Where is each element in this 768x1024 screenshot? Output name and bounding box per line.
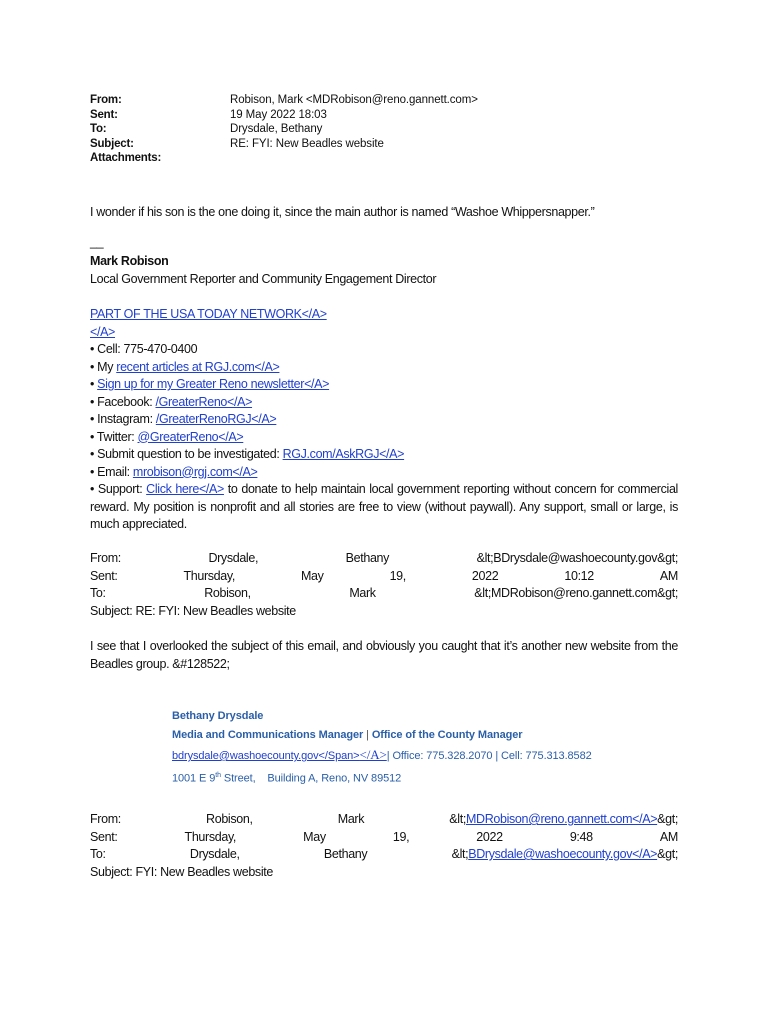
newsletter-line [90,376,678,394]
articles-prefix: • My [90,359,117,374]
m3-from-first: Mark [337,812,365,826]
signature-name: Mark Robison [90,254,169,268]
m3-to-last: Drysdale, [189,847,240,861]
m2-from-first: Bethany [345,551,390,565]
m2-sent-year: 2022 [471,568,499,583]
m2-sent-date: 19, [389,568,406,583]
header-sent-row [90,108,478,123]
email-line [90,464,678,482]
email-link[interactable]: mrobison@rgj.com</A> [132,464,258,479]
m2-sent-day: Thursday, [183,568,235,583]
sig-email-link[interactable]: bdrysdale@washoecounty.gov</Span> [172,750,360,762]
facebook-prefix: • Facebook: [90,394,156,409]
to-value: Drysdale, Bethany [230,123,323,136]
newsletter-prefix: • [90,377,98,391]
header-to-row [90,122,478,137]
attachments-label: Attachments: [90,152,162,165]
message3-header [90,811,678,881]
m3-to-post: &gt; [657,847,678,861]
message2-from-row [90,550,678,568]
m3-sent-year: 2022 [476,829,503,844]
header-from-row [90,93,478,108]
instagram-line [90,411,678,429]
sig-sep: | [363,729,372,741]
m2-sent-ampm: AM [659,568,678,583]
m3-sent-time: 9:48 [569,829,593,844]
m2-from-email: &lt;BDrysdale@washoecounty.gov&gt; [476,551,678,565]
m2-sent-month: May [300,568,324,583]
m2-sent-time: 10:12 [564,568,594,583]
sig-close-link[interactable]: </A> [359,747,387,762]
from-value: Robison, Mark <MDRobison@reno.gannett.com> [230,94,478,106]
m2-to-first: Mark [349,586,376,600]
message2-sent-row [90,568,678,586]
message3-to-row [90,846,678,864]
sig-addr-a: 1001 E 9 [172,772,216,785]
message2-text: I see that I overlooked the subject of this email, and obviously you caught that it’s another new website from the Beadles group. &#128522; [90,639,678,671]
m2-to-label: To: [90,586,106,600]
email-prefix: • Email: [90,464,133,479]
submit-line [90,446,678,464]
m3-from-email-link[interactable]: MDRobison@reno.gannett.com</A> [465,812,658,826]
message1-text: I wonder if his son is the one doing it, since the main author is named “Washoe Whippersnapper.” [90,205,595,219]
m3-from-email [449,811,678,829]
recent-articles-link[interactable]: recent articles at RGJ.com</A> [116,359,280,374]
newsletter-link[interactable]: Sign up for my Greater Reno newsletter</A> [97,377,330,391]
m3-to-first: Bethany [323,847,368,861]
sig-title-b: Office of the County Manager [371,729,523,741]
twitter-link[interactable]: @GreaterReno</A> [137,429,244,444]
sig-addr-b: Street, Building A, Reno, NV 89512 [220,772,402,785]
sig-title-line [172,726,592,745]
m3-from-post: &gt; [657,812,678,826]
usa-today-network-link[interactable]: PART OF THE USA TODAY NETWORK</A> [90,307,327,321]
m3-to-pre: &lt; [451,847,469,861]
subject-value: RE: FYI: New Beadles website [230,137,384,150]
m3-from-label: From: [90,812,121,826]
header-subject-row [90,137,478,152]
m2-subject: Subject: RE: FYI: New Beadles website [90,603,296,618]
m3-subject: Subject: FYI: New Beadles website [90,864,273,879]
m3-sent-day: Thursday, [184,829,237,844]
sig-address [172,766,592,789]
sent-label: Sent: [90,108,118,121]
twitter-line [90,429,678,447]
m3-to-email [452,846,678,864]
m3-sent-label: Sent: [90,829,118,844]
m2-from-last: Drysdale, [208,551,259,565]
signature-title: Local Government Reporter and Community Engagement Director [90,272,437,286]
articles-line [90,359,678,377]
instagram-link[interactable]: /GreaterRenoRGJ</A> [155,412,277,426]
stray-close-link[interactable]: </A> [90,324,116,339]
to-label: To: [90,123,107,136]
sig-phones: | Office: 775.328.2070 | Cell: 775.313.8582 [386,750,592,762]
sig-email-line [172,745,592,766]
m3-from-last: Robison, [206,812,253,826]
support-prefix: • Support: [90,482,147,496]
bethany-signature [172,707,592,789]
facebook-link[interactable]: /GreaterReno</A> [155,394,253,409]
m3-sent-month: May [303,829,326,844]
m3-sent-date: 19, [392,829,410,844]
m3-sent-ampm: AM [659,829,678,844]
support-text: to donate to help maintain local government reporting without concern for commercial reward. My position is nonprofit and all stories are free to view (without paywall). Any support, small or large, is much appreciated. [90,482,678,531]
message2-to-row [90,585,678,603]
sent-value: 19 May 2022 18:03 [230,108,327,121]
signature-links [90,306,678,534]
message3-sent-row [90,829,678,847]
message3-from-row [90,811,678,829]
m2-to-last: Robison, [204,586,251,600]
subject-label: Subject: [90,137,134,150]
m3-to-label: To: [90,847,106,861]
signature-dash: __ [90,235,104,249]
m2-from-label: From: [90,551,121,565]
message2-header [90,550,678,620]
support-paragraph [90,481,678,534]
m2-to-email: &lt;MDRobison@reno.gannett.com&gt; [474,586,678,600]
m3-from-pre: &lt; [449,812,466,826]
askrgj-link[interactable]: RGJ.com/AskRGJ</A> [282,447,405,461]
sig-addr-sup: th [215,772,221,779]
email-header [90,93,478,166]
twitter-prefix: • Twitter: [90,429,138,444]
sig-title-a: Media and Communications Manager [172,729,364,741]
facebook-line [90,394,678,412]
from-label: From: [90,94,122,106]
m2-sent-label: Sent: [90,568,118,583]
support-click-here-link[interactable]: Click here</A> [146,482,224,496]
cell-line: • Cell: 775-470-0400 [90,342,198,356]
submit-prefix: • Submit question to be investigated: [90,447,283,461]
instagram-prefix: • Instagram: [90,412,156,426]
sig-name: Bethany Drysdale [172,710,264,722]
m3-to-email-link[interactable]: BDrysdale@washoecounty.gov</A> [468,847,658,861]
header-attachments-row [90,151,478,166]
